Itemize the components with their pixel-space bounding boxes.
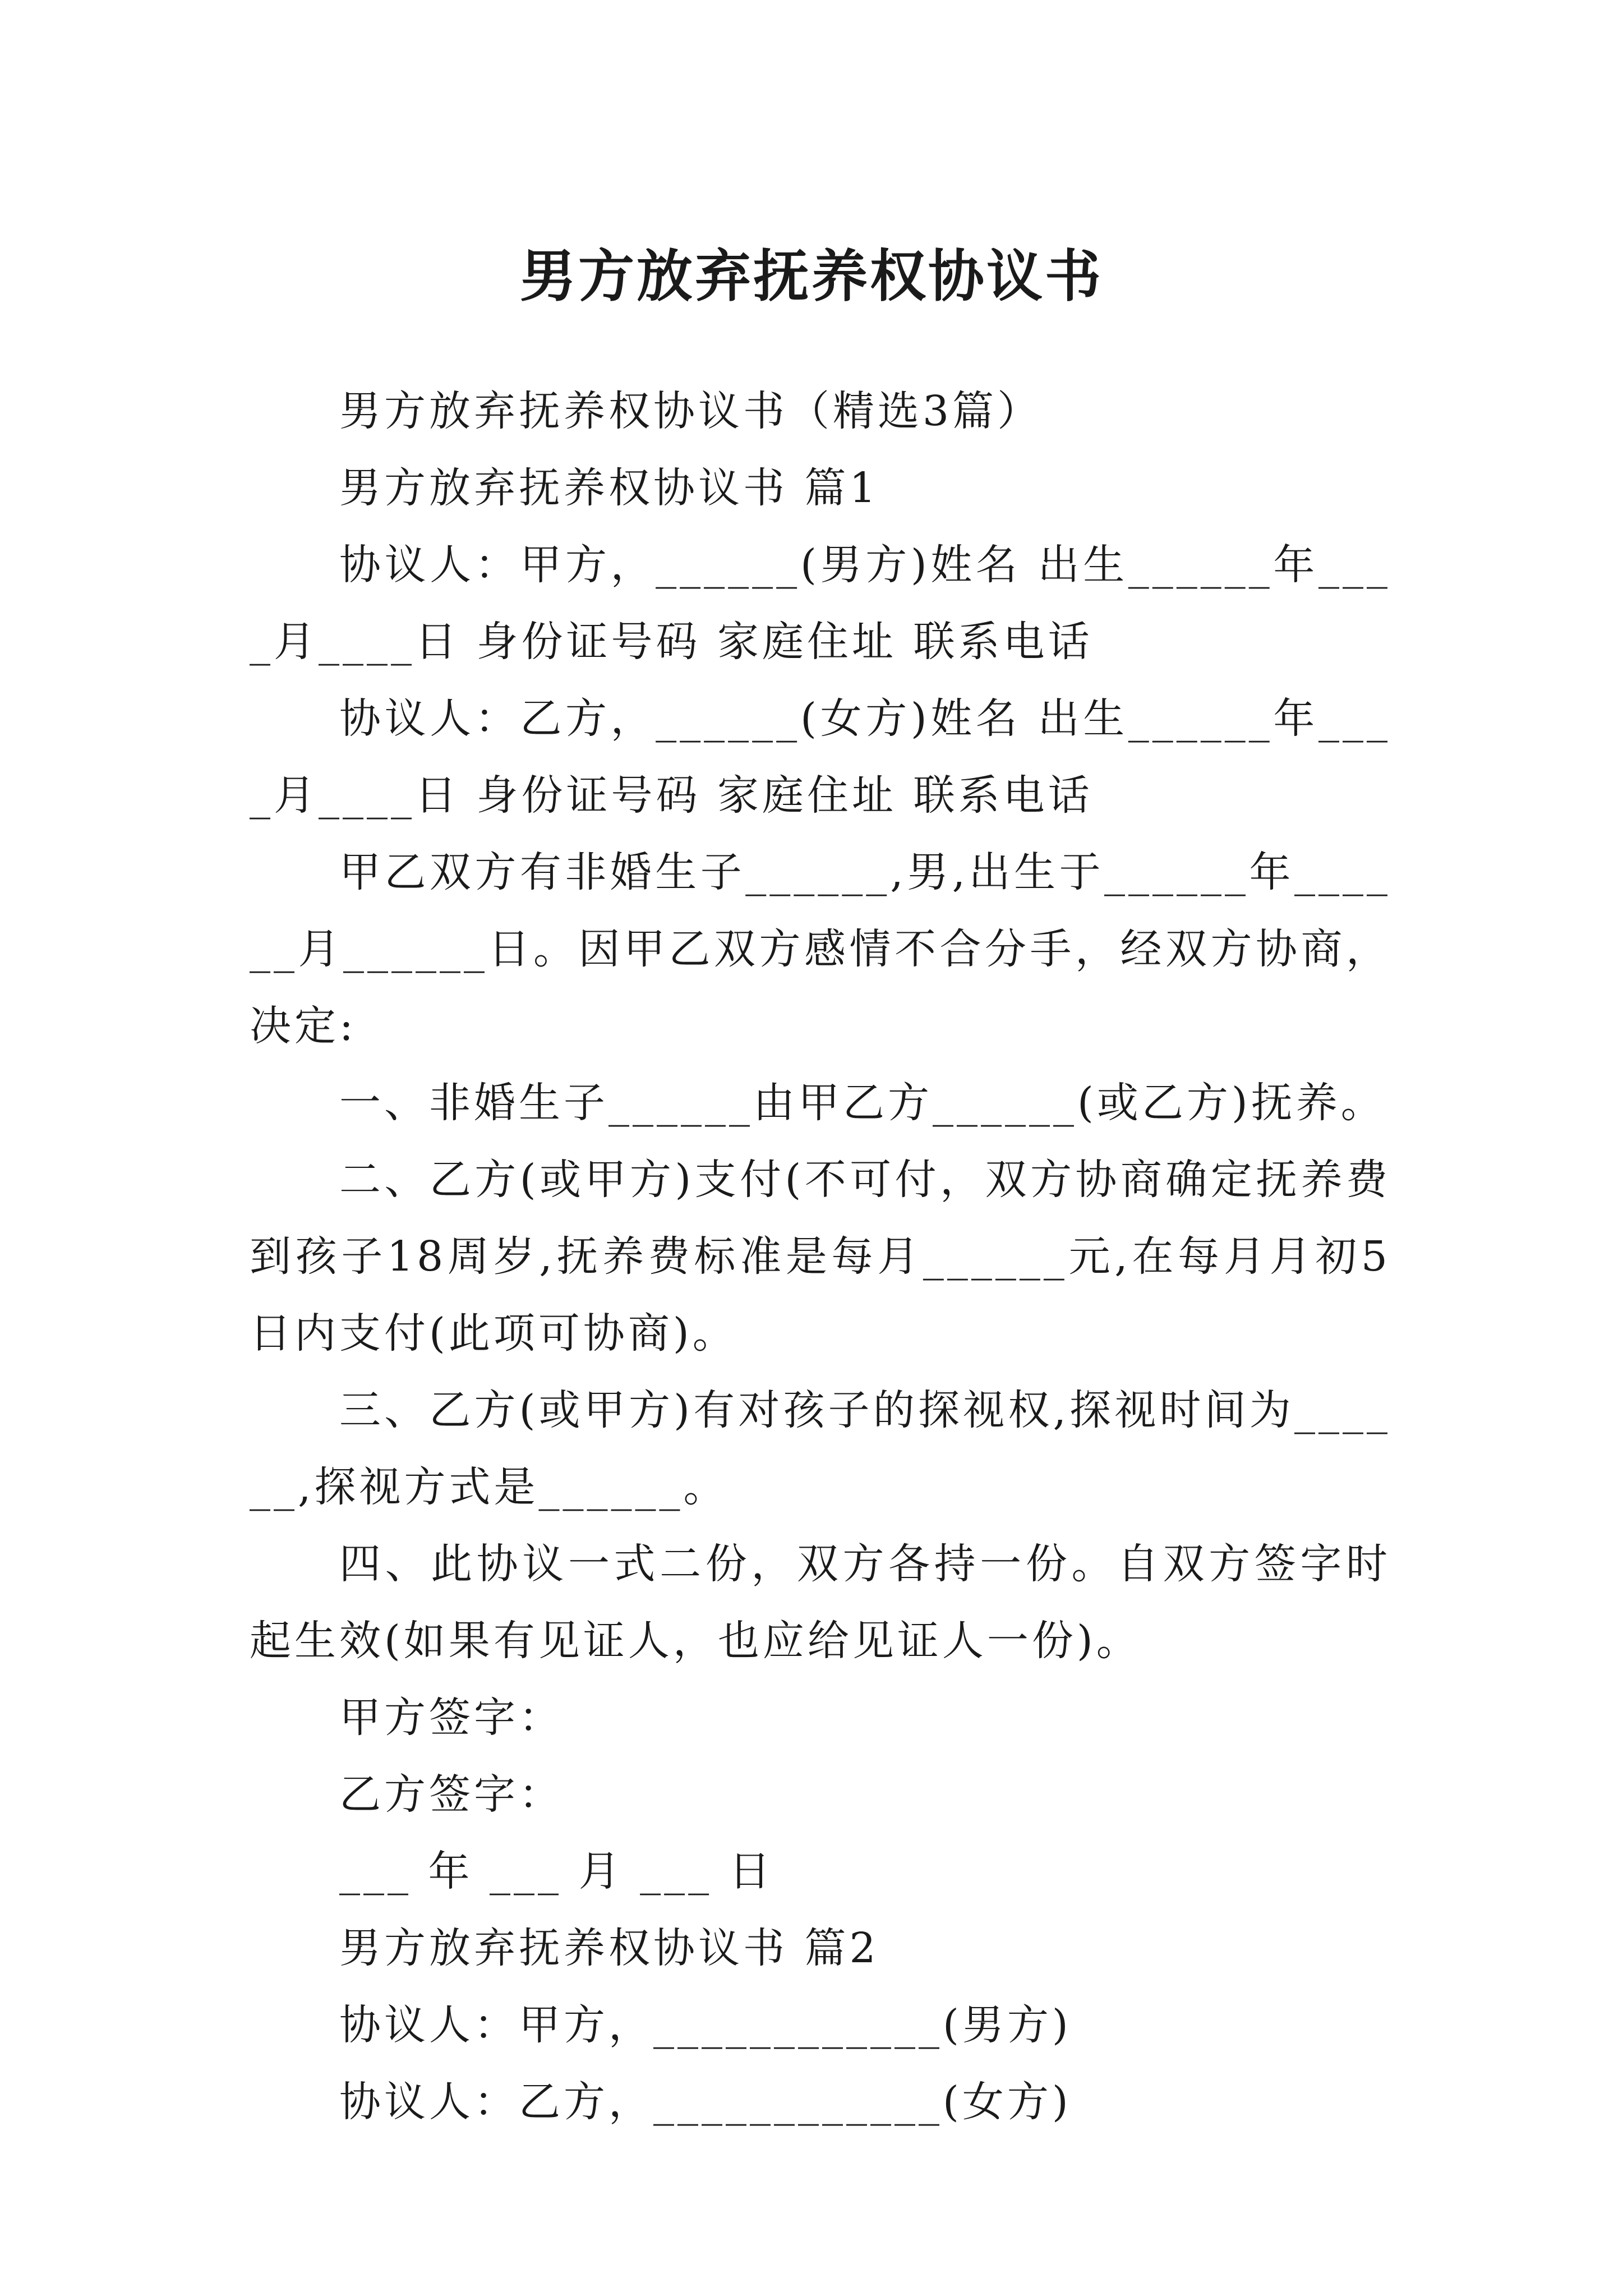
paragraph-background: 甲乙双方有非婚生子______,男,出生于______年______月______日。因甲乙双方感情不合分手，经双方协商，决定: xyxy=(250,848,1391,1050)
document-title: 男方放弃抚养权协议书 xyxy=(520,243,1103,309)
paragraph-section-2-heading: 男方放弃抚养权协议书 篇2 xyxy=(339,1924,879,1972)
signature-party-a: 甲方签字： xyxy=(339,1694,564,1742)
paragraph-clause-1: 一、非婚生子______由甲乙方______(或乙方)抚养。 xyxy=(339,1079,1386,1127)
paragraph-section-2-party-a: 协议人：甲方，____________(男方) xyxy=(339,2001,1072,2049)
paragraph-clause-4: 四、此协议一式二份，双方各持一份。自双方签字时起生效(如果有见证人，也应给见证人一份)。 xyxy=(250,1540,1391,1665)
signature-date: ___ 年 ___ 月 ___ 日 xyxy=(339,1847,774,1895)
paragraph-clause-2: 二、乙方(或甲方)支付(不可付，双方协商确定抚养费到孩子18周岁,抚养费标准是每月______元,在每月月初5日内支付(此项可协商)。 xyxy=(250,1156,1391,1358)
paragraph-section-1-heading: 男方放弃抚养权协议书 篇1 xyxy=(339,464,879,512)
paragraph-section-2-party-b: 协议人：乙方，____________(女方) xyxy=(339,2078,1072,2126)
paragraph-party-b: 协议人：乙方，______(女方)姓名 出生______年____月____日 身份证号码 家庭住址 联系电话 xyxy=(250,694,1391,820)
signature-party-b: 乙方签字： xyxy=(339,1770,564,1819)
paragraph-subtitle: 男方放弃抚养权协议书（精选3篇） xyxy=(339,387,1043,435)
paragraph-clause-3: 三、乙方(或甲方)有对孩子的探视权,探视时间为______,探视方式是______。 xyxy=(250,1386,1391,1511)
document-body xyxy=(250,373,1391,2141)
paragraph-party-a: 协议人：甲方，______(男方)姓名 出生______年____月____日 身份证号码 家庭住址 联系电话 xyxy=(250,541,1391,666)
